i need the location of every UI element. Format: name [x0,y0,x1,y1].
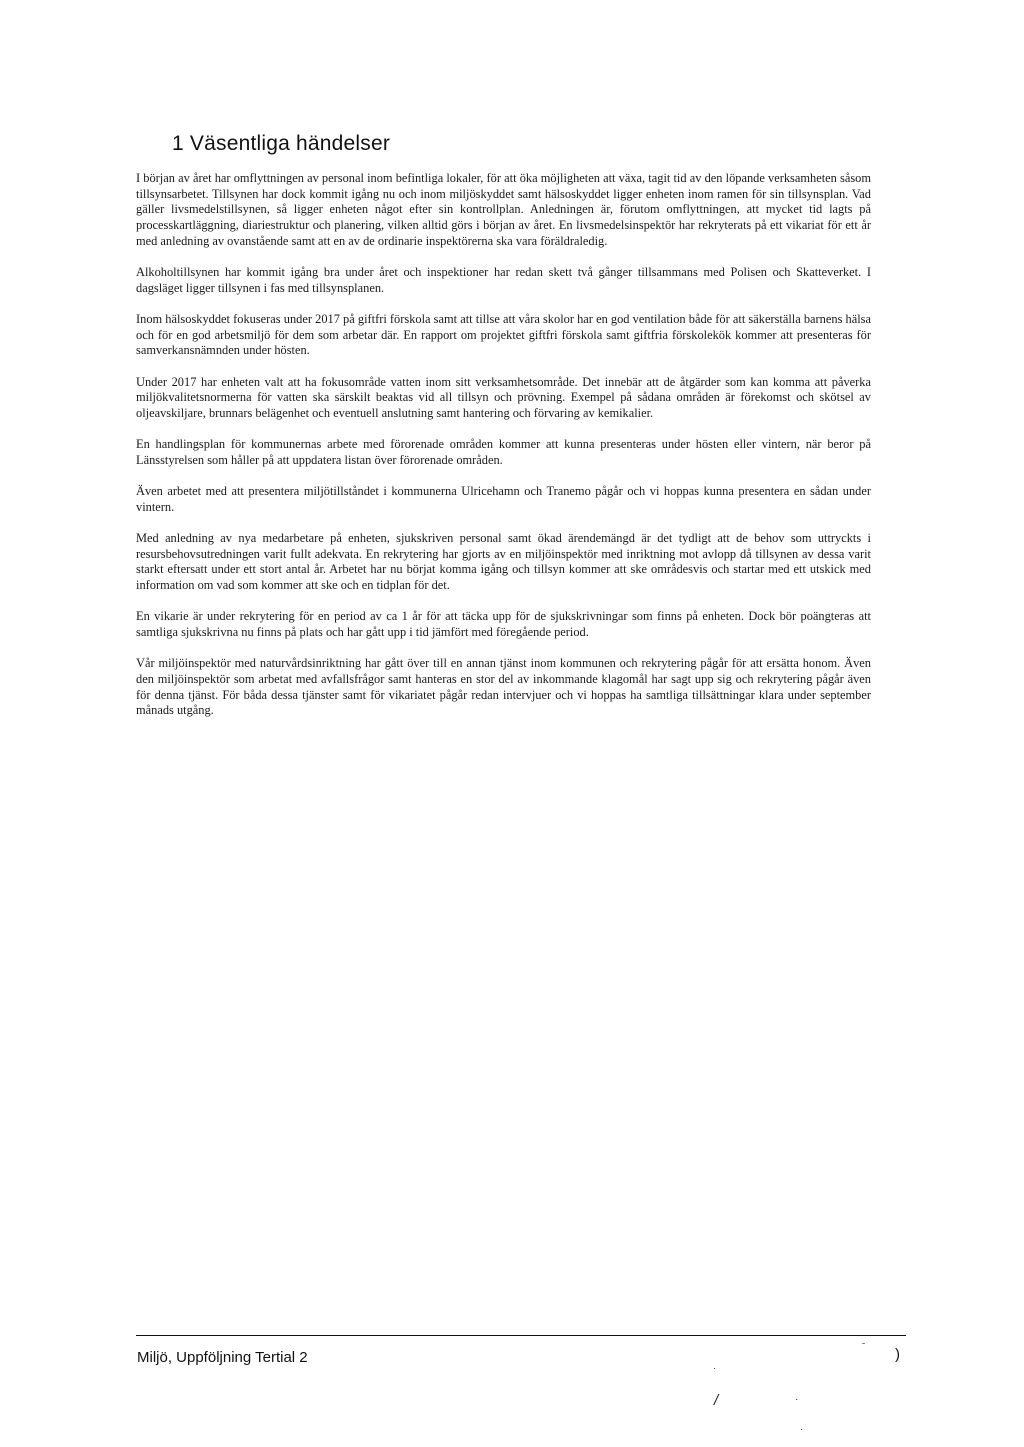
footer-title: Miljö, Uppföljning Tertial 2 [137,1349,308,1366]
scan-artifact: · [713,1363,716,1373]
paragraph: Inom hälsoskyddet fokuseras under 2017 på giftfri förskola samt att tillse att våra skolor har en god ventilation både för att säkerställa barnens hälsa och för en god arbetsmiljö för dem som arbetar där. En rapport om projektet giftfri förskola samt giftfria förskolekök kommer att presenteras för samverkansnämnden under hösten. [136,311,871,358]
paragraph: Med anledning av nya medarbetare på enheten, sjukskriven personal samt ökad ärendemängd är det tydligt att de behov som uttryckts i resursbehovsutredningen varit fullt adekvata. En rekrytering har gjorts av en miljöinspektör med inriktning mot avlopp då tillsynen av dessa varit starkt eftersatt under ett stort antal år. Arbetet har nu börjat komma igång och tillsyn kommer att ske områdesvis och startar med ett utskick med information om vad som kommer att ske och en tidplan för det. [136,530,871,593]
body-text [136,171,871,734]
paragraph: Vår miljöinspektör med naturvårdsinriktning har gått över till en annan tjänst inom kommunen och rekrytering pågår för att ersätta honom. Även den miljöinspektör som arbetat med avfallsfrågor samt hanteras en stor del av inkommande klagomål har sagt upp sig och rekrytering pågår även för denna tjänst. För båda dessa tjänster samt för vikariatet pågår redan intervjuer och vi hoppas ha samtliga tillsättningar klara under september månads utgång. [136,656,871,718]
scan-artifact: · [800,1424,804,1435]
paragraph: I början av året har omflyttningen av personal inom befintliga lokaler, för att öka möjligheten att växa, tagit tid av den löpande verksamheten såsom tillsynsarbetet. Tillsynen har dock kommit igång nu och inom miljöskyddet samt hälsoskyddet ligger enheten inom ramen för sin tillsynsplan. Vad gäller livsmedelstillsynen, så ligger enheten något efter sin kontrollplan. Anledningen är, förutom omflyttningen, att mycket tid lagts på processkartläggning, diariestruktur och planering, vilken alltid görs i början av året. En livsmedelsinspektör har rekryterats på ett vikariat för ett år med anledning av ovanstående samt att en av de ordinarie inspektörerna ska vara föräldraledig. [136,171,871,248]
paragraph: Under 2017 har enheten valt att ha fokusområde vatten inom sitt verksamhetsområde. Det innebär att de åtgärder som kan komma att påverka miljökvalitetsnormerna för vatten ska särskilt beaktas vid all tillsyn och prövning. Exempel på sådana områden är förekomst och skötsel av oljeavskiljare, brunnars belägenhet och eventuell anslutning samt hantering och förvaring av kemikalier. [136,374,871,420]
footer-divider [136,1335,906,1336]
paragraph: En handlingsplan för kommunernas arbete med förorenade områden kommer att kunna presenteras under hösten eller vintern, när beror på Länsstyrelsen som håller på att uppdatera listan över förorenade områden. [136,437,871,467]
paragraph: En vikarie är under rekrytering för en period av ca 1 år för att täcka upp för de sjukskrivningar som finns på enheten. Dock bör poängteras att samtliga sjukskrivna nu finns på plats och har gått upp i tid jämfört med föregående period. [136,609,871,639]
scan-artifact: / [714,1392,719,1409]
section-heading: 1 Väsentliga händelser [172,132,391,155]
footer-page-mark: ) [895,1346,900,1363]
scan-artifact: · [795,1394,799,1405]
paragraph: Alkoholtillsynen har kommit igång bra under året och inspektioner har redan skett två gånger tillsammans med Polisen och Skatteverket. I dagsläget ligger tillsynen i fas med tillsynsplanen. [136,265,871,295]
paragraph: Även arbetet med att presentera miljötillståndet i kommunerna Ulricehamn och Tranemo pågår och vi hoppas kunna presentera en sådan under vintern. [136,484,871,514]
scan-artifact: ˉ [862,1342,866,1353]
